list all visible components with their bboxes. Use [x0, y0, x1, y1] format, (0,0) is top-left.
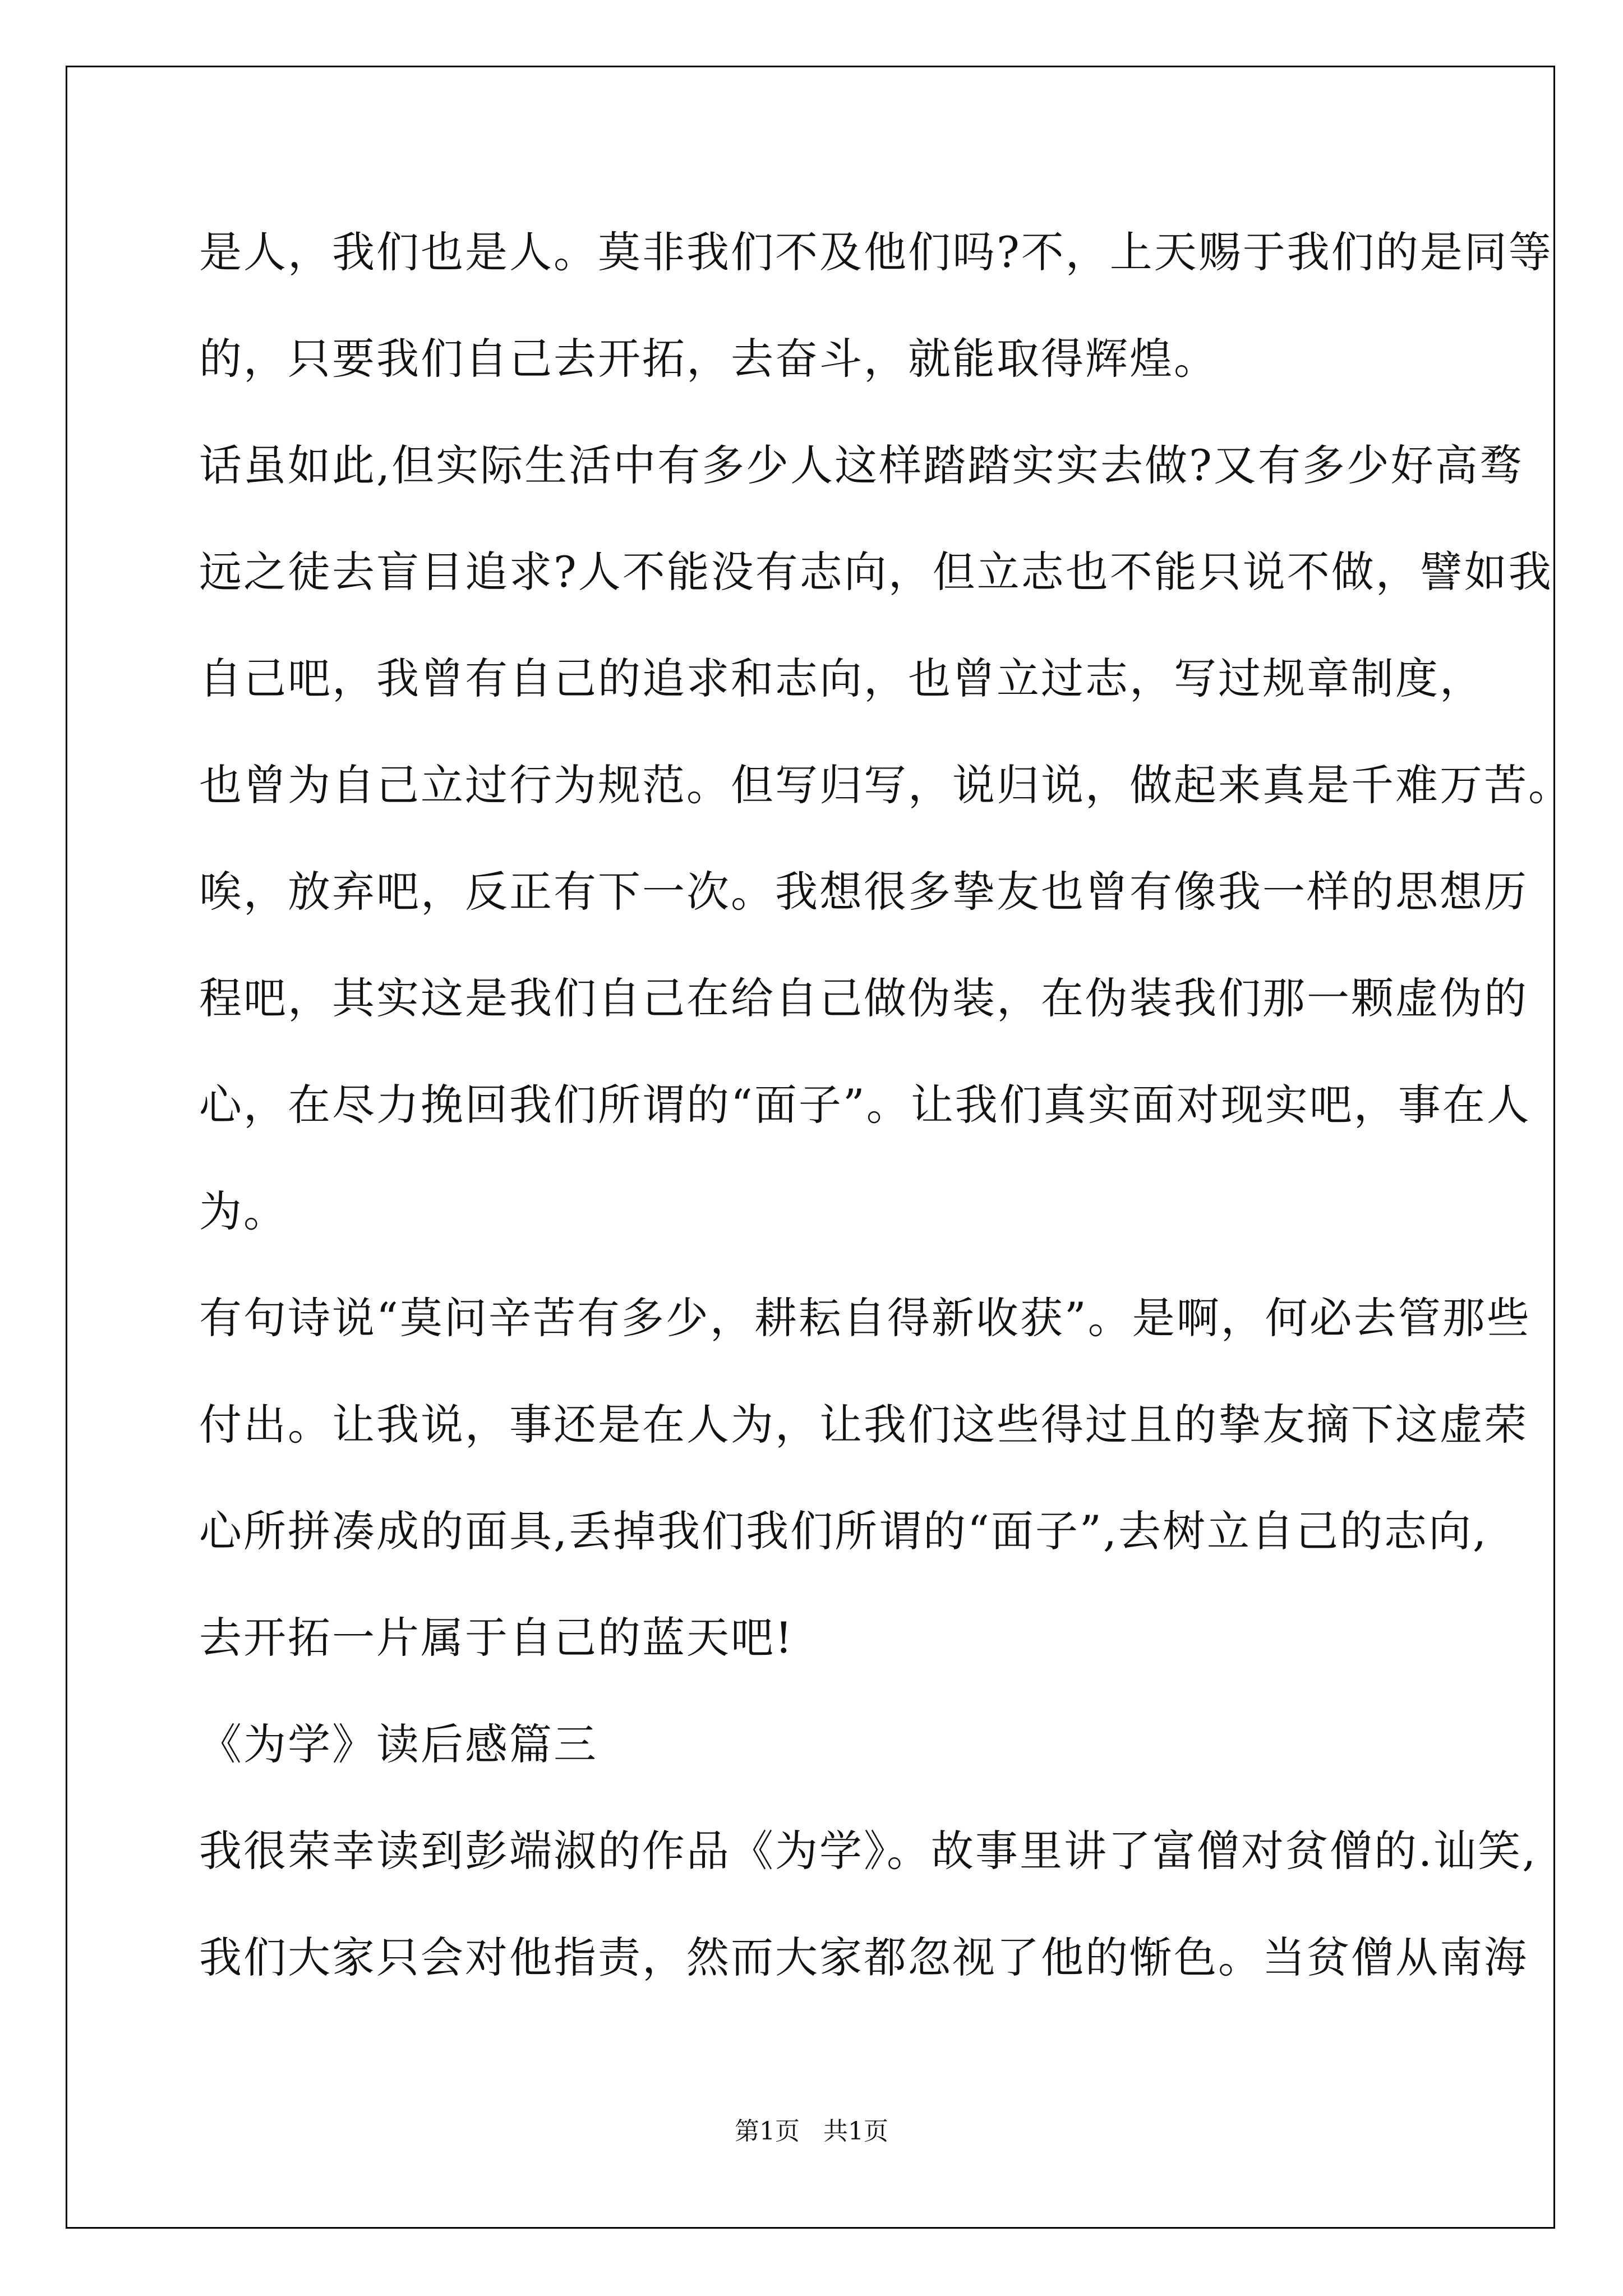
- text-line: 程吧，其实这是我们自己在给自己做伪装，在伪装我们那一颗虚伪的: [199, 973, 1528, 1023]
- text-line: 我很荣幸读到彭端淑的作品《为学》。故事里讲了富僧对贫僧的.讪笑,: [199, 1826, 1538, 1876]
- text-line: 唉，放弃吧，反正有下一次。我想很多挚友也曾有像我一样的思想历: [199, 867, 1528, 917]
- text-line: 我们大家只会对他指责，然而大家都忽视了他的惭色。当贫僧从南海: [199, 1932, 1528, 1982]
- text-line: 有句诗说“莫问辛苦有多少，耕耘自得新收获”。是啊，何必去管那些: [199, 1293, 1531, 1343]
- text-line: 话虽如此,但实际生活中有多少人这样踏踏实实去做?又有多少好高骛: [199, 440, 1524, 490]
- text-line: 远之徒去盲目追求?人不能没有志向，但立志也不能只说不做，譬如我: [199, 547, 1553, 597]
- page-number: 第1页 共1页: [735, 2117, 888, 2146]
- text-line: 自己吧，我曾有自己的追求和志向，也曾立过志，写过规章制度，: [199, 654, 1484, 703]
- document-body: [199, 222, 1573, 2033]
- section-heading: 《为学》读后感篇三: [199, 1719, 598, 1769]
- text-line: 心所拼凑成的面具,丢掉我们我们所谓的“面子”,去树立自己的志向,: [199, 1506, 1488, 1556]
- text-line: 也曾为自己立过行为规范。但写归写，说归说，做起来真是千难万苦。: [199, 760, 1573, 810]
- text-line: 付出。让我说，事还是在人为，让我们这些得过且的挚友摘下这虚荣: [199, 1400, 1528, 1450]
- text-line: 去开拓一片属于自己的蓝天吧!: [199, 1613, 794, 1663]
- text-line: 的，只要我们自己去开拓，去奋斗，就能取得辉煌。: [199, 334, 1218, 384]
- text-line: 心，在尽力挽回我们所谓的“面子”。让我们真实面对现实吧，事在人: [199, 1080, 1531, 1130]
- text-line: 是人，我们也是人。莫非我们不及他们吗?不，上天赐于我们的是同等: [199, 227, 1553, 277]
- text-line: 为。: [199, 1186, 288, 1236]
